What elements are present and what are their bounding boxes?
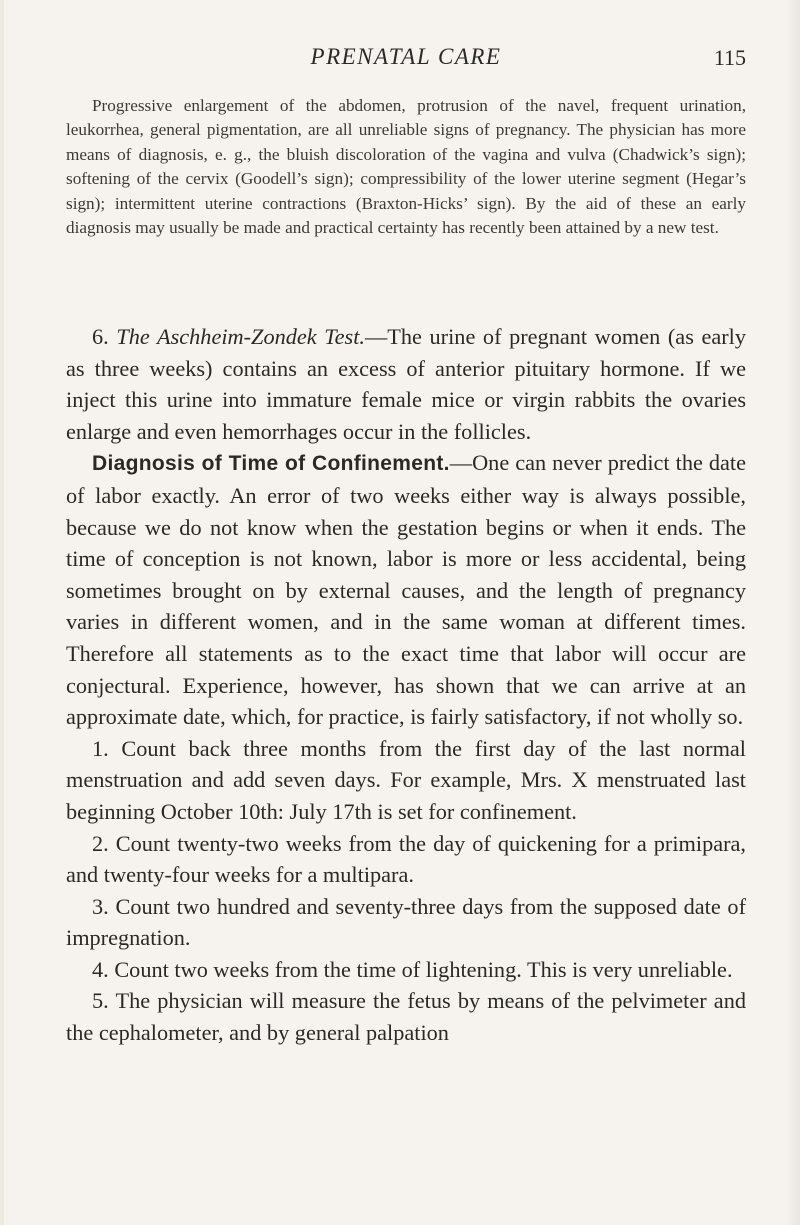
confinement-heading: Diagnosis of Time of Confinement. [92, 452, 450, 476]
aschheim-text: —The urine of pregnant women (as early as three weeks) contains an excess of anterior pituitary hormone. If we inject this urine into immature female mice or virgin rabbits the ovaries enlarge and even hemorrhages occur in the follicles. [66, 324, 747, 444]
list-item [66, 828, 746, 891]
main-text [66, 321, 746, 1049]
confinement-paragraph [66, 447, 746, 732]
page-left-edge [0, 0, 4, 1225]
method-text: The physician will measure the fetus by means of the pelvimeter and the cephalometer, and by general palpation [66, 988, 747, 1046]
list-item [66, 985, 746, 1048]
method-number: 1. [92, 735, 109, 761]
page-right-edge [786, 0, 800, 1225]
list-item [66, 733, 746, 828]
method-text: Count two weeks from the time of lightening. This is very unreliable. [114, 956, 733, 982]
method-number: 3. [92, 893, 109, 919]
page-header [66, 44, 746, 84]
method-number: 4. [92, 956, 109, 982]
list-item [66, 891, 746, 954]
list-item [66, 954, 746, 986]
method-text: Count two hundred and seventy-three days from the supposed date of impregnation. [66, 893, 746, 951]
aschheim-number: 6. [92, 324, 109, 349]
method-number: 5. [92, 988, 109, 1014]
intro-block [66, 94, 746, 240]
aschheim-zondek-paragraph [66, 321, 746, 447]
method-text: Count back three months from the first day of the last normal menstruation and add seven days. For example, Mrs. X menstruated last beginning October 10th: July 17th is set for confinement. [66, 735, 746, 824]
aschheim-title: The Aschheim-Zondek Test. [116, 324, 365, 349]
method-number: 2. [92, 830, 109, 856]
running-title: PRENATAL CARE [310, 44, 502, 69]
method-text: Count twenty-two weeks from the day of quickening for a primipara, and twenty-four weeks for a multipara. [66, 830, 747, 888]
intro-paragraph: Progressive enlargement of the abdomen, protrusion of the navel, frequent urination, leukorrhea, general pigmentation, are all unreliable signs of pregnancy. The physician has more means of diagnosis, e. g., the bluish discoloration of the vagina and vulva (Chadwick’s sign); softening of the cervix (Goodell’s sign); compressibility of the lower uterine segment (Hegar’s sign); intermittent uterine contractions (Braxton-Hicks’ sign). By the aid of these an early diagnosis may usually be made and practical certainty has recently been attained by a new test. [66, 96, 746, 238]
page-number: 115 [713, 45, 746, 70]
confinement-text: —One can never predict the date of labor exactly. An error of two weeks either way is always possible, because we do not know when the gestation begins or when it ends. The time of conception is not known, labor is more or less accidental, being sometimes brought on by external causes, and the length of pregnancy varies in different women, and in the same woman at different times. Therefore all statements as to the exact time that labor will occur are conjectural. Experience, however, has shown that we can arrive at an approximate date, which, for practice, is fairly satisfactory, if not wholly so. [66, 450, 747, 730]
methods-list [66, 733, 746, 1049]
